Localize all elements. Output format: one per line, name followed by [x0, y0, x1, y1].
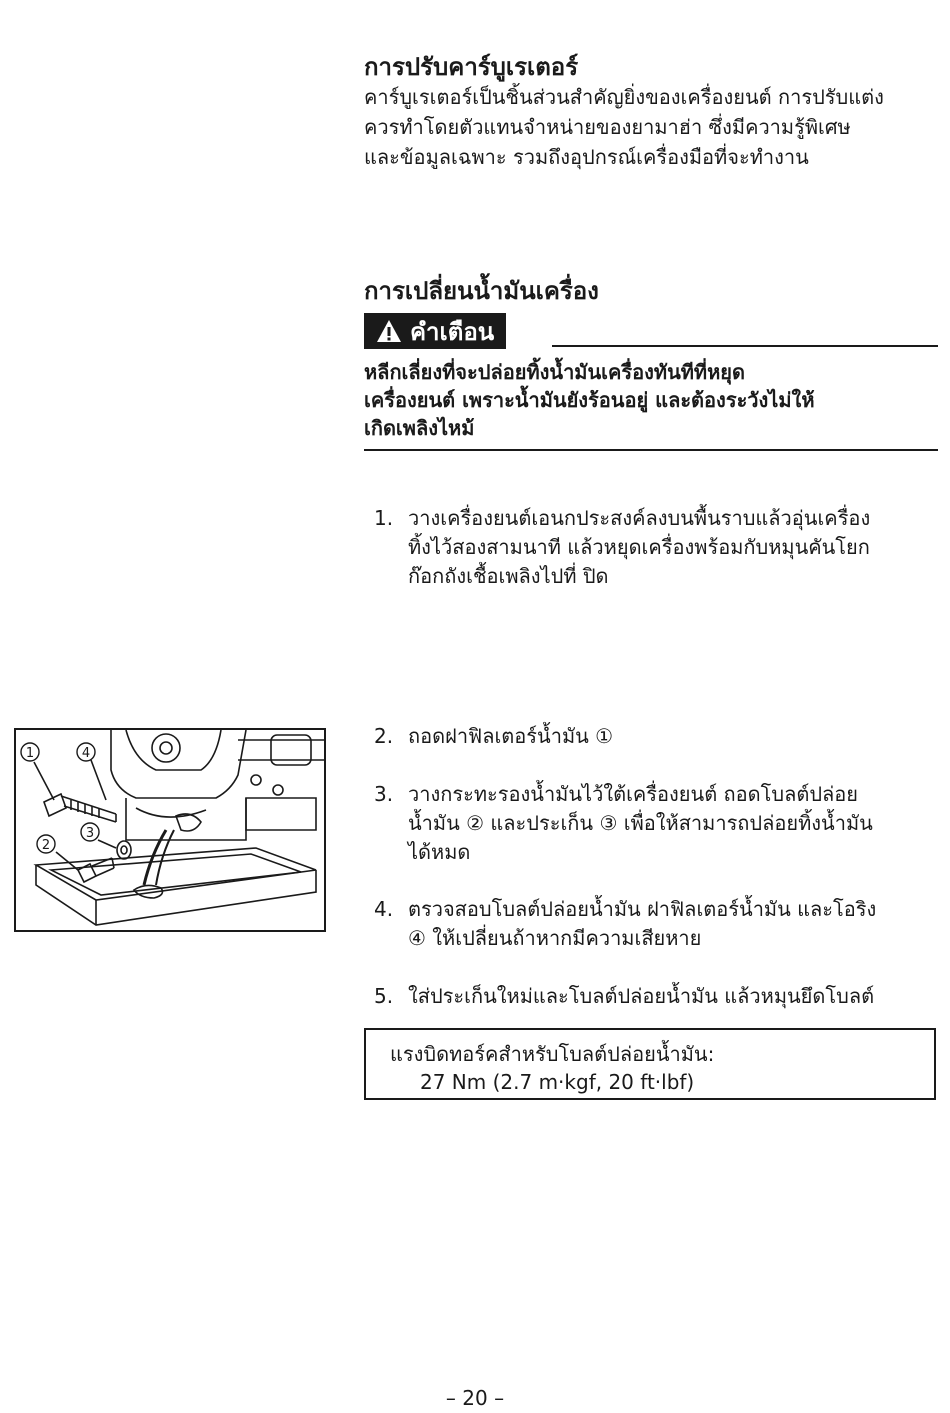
- oil-section-title: การเปลี่ยนน้ำมันเครื่อง: [364, 277, 599, 305]
- step-number: 1.: [374, 506, 394, 530]
- step-line: น้ำมัน ② และประเก็น ③ เพื่อให้สามารถปล่อยทิ้งน้ำมัน: [408, 811, 873, 835]
- step-number: 5.: [374, 984, 394, 1008]
- warning-top-rule: [552, 345, 938, 347]
- step-3: [374, 780, 938, 867]
- carb-section-body: [364, 82, 884, 172]
- step-5: [374, 982, 938, 1011]
- callout-4: 4: [81, 746, 91, 761]
- warning-bottom-rule: [364, 449, 938, 451]
- step-line: ตรวจสอบโบลต์ปล่อยน้ำมัน ฝาฟิลเตอร์น้ำมัน และโอริง: [408, 897, 877, 921]
- step-4: [374, 895, 938, 953]
- step-number: 2.: [374, 724, 394, 748]
- oil-drain-illustration: [14, 728, 326, 932]
- carb-section-title: การปรับคาร์บูเรเตอร์: [364, 53, 579, 81]
- warning-line: เกิดเพลิงไหม้: [364, 416, 475, 440]
- page-number: – 20 –: [445, 1386, 505, 1410]
- carb-line: คาร์บูเรเตอร์เป็นชิ้นส่วนสำคัญยิ่งของเครื่องยนต์ การปรับแต่ง: [364, 85, 884, 109]
- torque-spec-box: [364, 1028, 936, 1100]
- warning-label: คำเตือน: [410, 317, 495, 346]
- step-line: วางเครื่องยนต์เอนกประสงค์ลงบนพื้นราบแล้วอุ่นเครื่อง: [408, 506, 871, 530]
- carb-line: และข้อมูลเฉพาะ รวมถึงอุปกรณ์เครื่องมือที่จะทำงาน: [364, 145, 809, 169]
- step-line: ④ ให้เปลี่ยนถ้าหากมีความเสียหาย: [408, 926, 702, 950]
- torque-spec-value: 27 Nm (2.7 m·kgf, 20 ft·lbf): [420, 1070, 695, 1094]
- warning-line: หลีกเลี่ยงที่จะปล่อยทิ้งน้ำมันเครื่องทันทีที่หยุด: [364, 360, 746, 384]
- step-line: ได้หมด: [408, 840, 471, 864]
- warning-label-box: [364, 313, 506, 349]
- step-number: 4.: [374, 897, 394, 921]
- engine-drain-drawing: [16, 730, 324, 930]
- warning-text: [364, 358, 815, 442]
- warning-line: เครื่องยนต์ เพราะน้ำมันยังร้อนอยู่ และต้องระวังไม่ให้: [364, 388, 815, 412]
- step-1: [374, 504, 938, 591]
- torque-spec-label: แรงบิดทอร์คสำหรับโบลต์ปล่อยน้ำมัน:: [390, 1042, 715, 1066]
- warning-triangle-icon: [376, 319, 402, 343]
- carb-line: ควรทำโดยตัวแทนจำหน่ายของยามาฮ่า ซึ่งมีความรู้พิเศษ: [364, 115, 851, 139]
- step-line: วางกระทะรองน้ำมันไว้ใต้เครื่องยนต์ ถอดโบลต์ปล่อย: [408, 782, 859, 806]
- step-line: ใส่ประเก็นใหม่และโบลต์ปล่อยน้ำมัน แล้วหมุนยึดโบลต์: [408, 984, 875, 1008]
- step-2: [374, 722, 938, 751]
- step-line: ทิ้งไว้สองสามนาที แล้วหยุดเครื่องพร้อมกับหมุนคันโยก: [408, 535, 870, 559]
- step-line: ถอดฝาฟิลเตอร์น้ำมัน ①: [408, 724, 614, 748]
- callout-1: 1: [25, 746, 35, 761]
- step-number: 3.: [374, 782, 394, 806]
- callout-2: 2: [41, 838, 51, 853]
- step-line: ก๊อกถังเชื้อเพลิงไปที่ ปิด: [408, 564, 609, 588]
- callout-3: 3: [85, 826, 95, 841]
